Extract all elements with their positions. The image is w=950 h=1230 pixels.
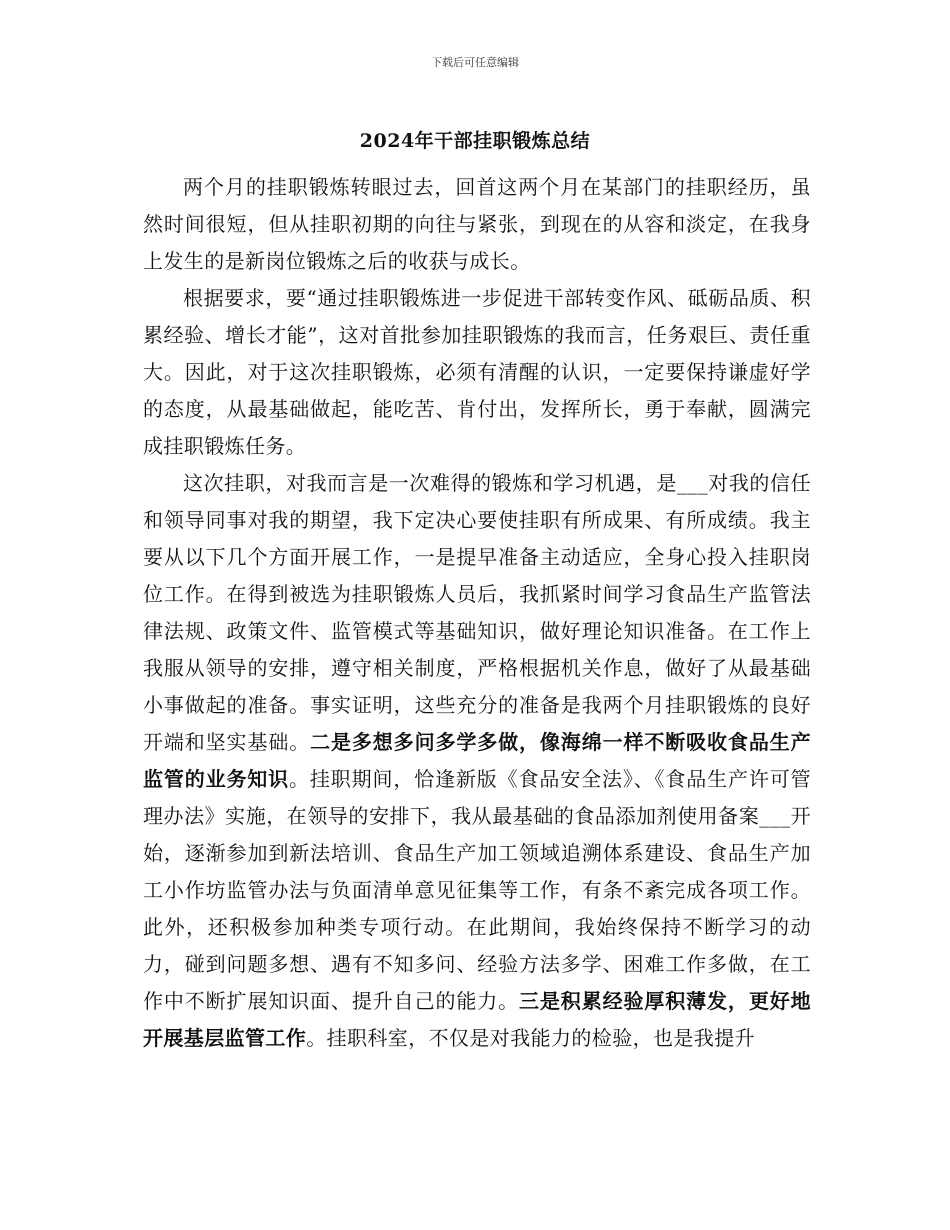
paragraph-3-text-a: 这次挂职，对我而言是一次难得的锻炼和学习机遇，是___对我的信任和领导同事对我的期望，我下定决心要使挂职有所成果、有所成绩。我主要从以下几个方面开展工作，一是提早准备主动适应，全身心投入挂职岗位工作。在得到被选为挂职锻炼人员后，我抓紧时间学习食品生产监管法律法规、政策文件、监管模式等基础知识，做好理论知识准备。在工作上我服从领导的安排，遵守相关制度，严格根据机关作息，做好了从最基础小事做起的准备。事实证明，这些充分的准备是我两个月挂职锻炼的良好开端和坚实基础。 (143, 471, 811, 754)
paragraph-1: 两个月的挂职锻炼转眼过去，回首这两个月在某部门的挂职经历，虽然时间很短，但从挂职初期的向往与紧张，到现在的从容和淡定，在我身上发生的是新岗位锻炼之后的收获与成长。 (143, 175, 811, 273)
paragraph-3-bold-point-3: 三是积累经验厚积薄发，更好地开展基层监管工作 (143, 989, 811, 1050)
paragraph-3-text-c: 。挂职科室，不仅是对我能力的检验，也是我提升 (306, 1026, 756, 1050)
document-title: 2024年干部挂职锻炼总结 (359, 130, 591, 152)
paragraph-3 (143, 465, 811, 1057)
document-body (143, 169, 811, 1057)
paragraph-3-text-b: 。挂职期间，恰逢新版《食品安全法》、《食品生产许可管理办法》实施，在领导的安排下，我从最基础的食品添加剂使用备案___开始，逐渐参加到新法培训、食品生产加工领域追溯体系建设、食品生产加工小作坊监管办法与负面清单意见征集等工作，有条不紊完成各项工作。此外，还积极参加种类专项行动。在此期间，我始终保持不断学习的动力，碰到问题多想、遇有不知多问、经验方法多学、困难工作多做，在工作中不断扩展知识面、提升自己的能力。 (143, 767, 811, 1013)
paragraph-2: 根据要求，要“通过挂职锻炼进一步促进干部转变作风、砥砺品质、积累经验、增长才能”，这对首批参加挂职锻炼的我而言，任务艰巨、责任重大。因此，对于这次挂职锻炼，必须有清醒的认识，一定要保持谦虚好学的态度，从最基础做起，能吃苦、肯付出，发挥所长，勇于奉献，圆满完成挂职锻炼任务。 (143, 286, 811, 458)
page-header-note: 下载后可任意编辑 (431, 56, 519, 69)
paragraph-3-bold-point-2: 二是多想多问多学多做，像海绵一样不断吸收食品生产监管的业务知识 (143, 730, 811, 791)
